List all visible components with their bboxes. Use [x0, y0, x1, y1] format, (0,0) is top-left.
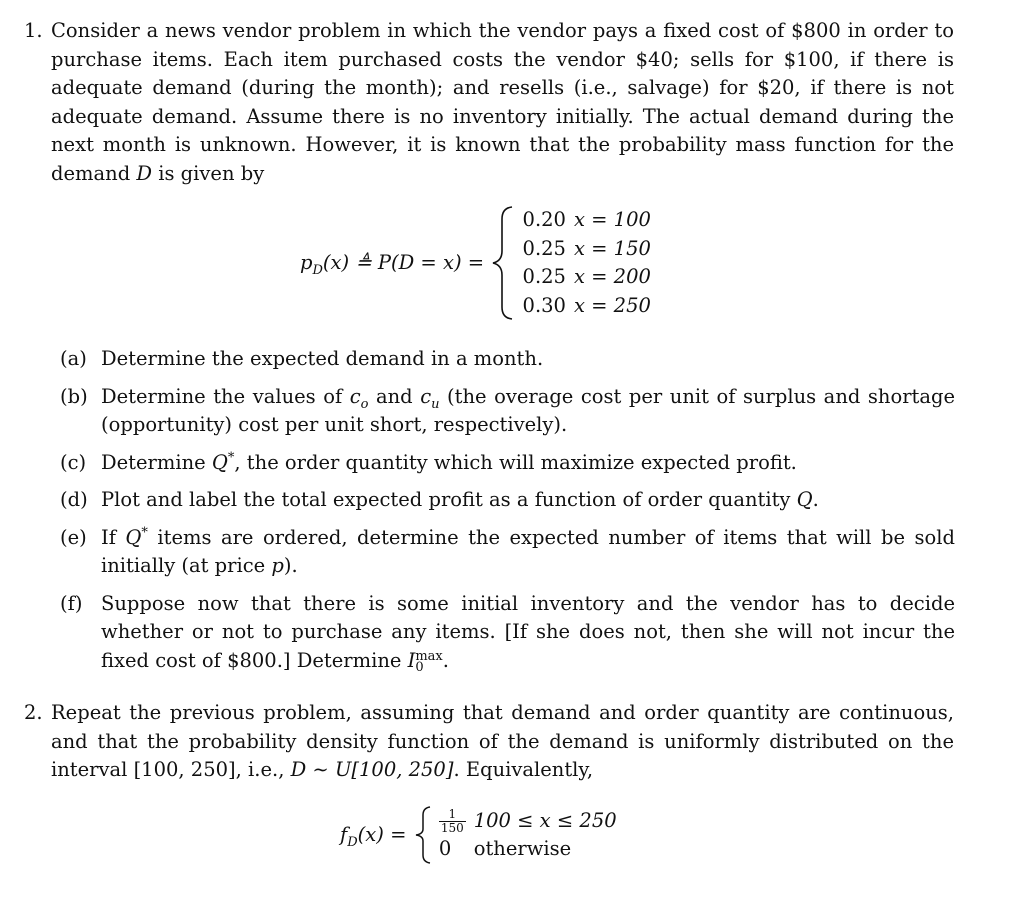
pdf-case-row: $\frac{1}{150}$ 100 ≤ x ≤ 250 [440, 806, 617, 835]
part-a: (a) Determine the expected demand in a month. [60, 347, 544, 370]
left-brace [490, 205, 516, 321]
part-f: (f) Suppose now that there is some initial inventory and the vendor has to decide whether or not to purchase any items. [If she does not, then she will not incur the fixed cost of $800.] Determine I max 0 . [60, 591, 955, 675]
problem-2-number: 2. [24, 701, 43, 724]
pdf-cases-table [439, 807, 625, 864]
pmf-case-row: 0.30 x = 250 [522, 293, 651, 317]
fraction: $\frac{1}{150}$ [440, 806, 464, 835]
pmf-cases-table [523, 206, 659, 320]
problem-2-text: Repeat the previous problem, assuming that demand and order quantity are continuous, and that the probability density function of the demand is uniformly distributed on the interval [100, 250], i.e., D ∼ U[100, 250]. Equivalently, [51, 701, 954, 781]
pmf-case-row: 0.20 x = 100 [522, 208, 651, 231]
left-brace [413, 805, 433, 865]
part-c: (c) Determine Q*, the order quantity which will maximize expected profit. [60, 450, 797, 474]
problem-1-text: Consider a news vendor problem in which the vendor pays a fixed cost of $800 in order to purchase items. Each item purchased costs the vendor $40; sells for $100, if there is adequate demand (during the month); and resells (i.e., salvage) for $20, if there is not adequate demand. Assume there is no inventory initially. The actual demand during the next month is unknown. However, it is known that the probability mass function for the demand D is given by [51, 19, 954, 185]
part-d: (d) Plot and label the total expected profit as a function of order quantity Q. [60, 488, 819, 511]
pmf-formula: $p_D(x)$ ≜ P(D = x) = 0.20 x = 100 0.25 x = 150 0.25 x = 200 0.30 x = 250 [300, 205, 659, 321]
part-e: (e) If Q* items are ordered, determine the expected number of items that will be sold initially (at price p). [60, 525, 955, 577]
pdf-case-row: 0 otherwise [438, 837, 572, 860]
pmf-case-row: 0.25 x = 150 [522, 236, 651, 260]
pmf-case-row: 0.25 x = 200 [522, 265, 651, 288]
problem-1-number: 1. [24, 19, 43, 42]
problem-1-parts [60, 345, 955, 684]
problem-2 [24, 699, 954, 785]
part-b: (b) Determine the values of $c_o$ and $c_u$ (the overage cost per unit of surplus and shortage (opportunity) cost per unit short, respectively). [60, 384, 955, 436]
problem-1 [24, 17, 954, 188]
pdf-formula: $f_D(x)$ = $\frac{1}{150}$ 100 ≤ x ≤ 250 0 otherwise [340, 805, 625, 865]
